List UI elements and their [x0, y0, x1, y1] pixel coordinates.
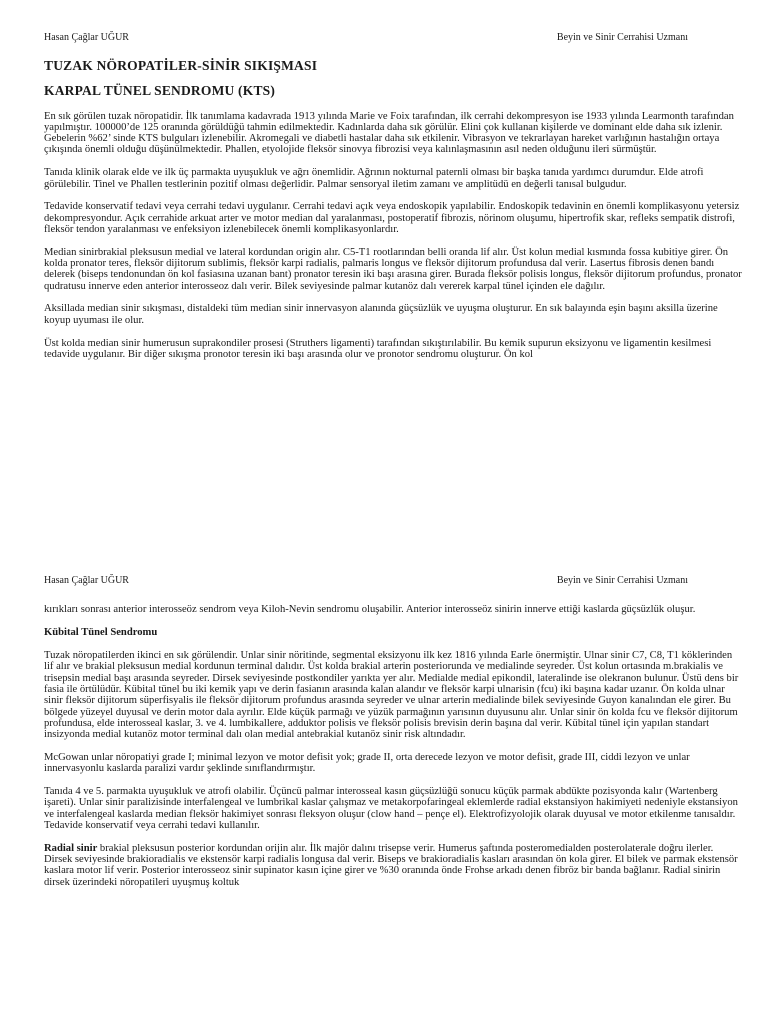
paragraph: Median sinirbrakial pleksusun medial ve lateral kordundan origin alır. C5-T1 rootlarından belli oranda lif alır. Üst kolun medial kısmında fossa kubitiye girer. Ön kolda pronator teres, fleksör dijitorum sublimis, fleksör karpi radialis, palmaris longus ve fleksör dijitorum profundusa dal verir. Lasertus fibrosis denen bandı delerek (biseps tendonundan ön kol fasiasına uzanan bant) pronator teresin iki başı arasına girer. Burada fleksör polisis longus, fleksör dijitorum profundus, pronator qudratusu innerve eden anterior interosseoz dalı verir. Bilek seviyesinde palmar kutanöz dalı vererek karpal tünel içinden ele dağılır.	[44, 246, 742, 292]
paragraph: Tanıda klinik olarak elde ve ilk üç parmakta uyuşukluk ve ağrı önemlidir. Ağrının nokturnal paternli olması bir başka tanıda yardımcı durumdur. Elde atrofi görülebilir. Tinel ve Phallen testlerinin pozitif olması değerlidir. Palmar sensoryal iletim zamanı ve amplitüdü en değerli tanısal bulgudur.	[44, 167, 704, 190]
paragraph: Üst kolda median sinir humerusun suprakondiler prosesi (Struthers ligamenti) tarafından sıkıştırılabilir. Bu kemik supurun eksizyonu ve ligamentin kesilmesi tedavide uygulanır. Bir diğer sıkışma pronotor teresin iki başı arasında olur ve pronotor sendromu oluşturur. Ön kol	[44, 337, 712, 360]
section-title-kubital: Kübital Tünel Sendromu	[44, 626, 158, 638]
paragraph-radial	[44, 843, 744, 888]
radial-term: Radial sinir	[44, 842, 98, 854]
paragraph: En sık görülen tuzak nöropatidir. İlk tanımlama kadavrada 1913 yılında Marie ve Foix tarafından, ilk cerrahi dekompresyon ise 1933 yılında Learmonth tarafından yapılmıştır. 100000’de 125 oranında görüldüğü tahmin edilmektedir. Kadınlarda daha sık görülür. Elini çok kullanan kişilerde ve dominant elde daha sık izlenir. Gebelerin %62’ sinde KTS bulguları izlenebilir. Akromegali ve diabetli hastalar daha sık etkilenir. Vibrasyon ve tekrarlayan hareket varlığının hastalığın ortaya çıkışında önemli olduğu düşünülmektedir. Phallen, etyolojide fleksör sinovya fibrozisi veya kalınlaşmasının asıl neden olduğunu ileri sürmüştür.	[44, 110, 734, 156]
page-1-content	[44, 60, 744, 372]
page-header	[44, 32, 688, 46]
header-title: Beyin ve Sinir Cerrahisi Uzmanı	[556, 32, 688, 43]
paragraph: Tanıda 4 ve 5. parmakta uyuşukluk ve atrofi olabilir. Üçüncü palmar interosseal kasın güçsüzlüğü sonucu küçük parmak abdükte pozisyonda kalır (Wartenberg işareti). Unlar sinir paralizisinde interfalengeal ve lumbrikal kaslar çalışmaz ve metakorpofaringeal eklemlerde radial ekstansiyon hakimiyeti nedeniyle ekstansiyon ve interfalengeal kaslarda median fleksör hakimiyet sonrası fleksyon oluşur (clow hand – pençe el). Elektrofizyolojik olarak duyusal ve motor etkilenme tanısaldır. Tedavide konservatif veya cerrahi tedavi kullanılır.	[44, 786, 738, 831]
paragraph: kırıkları sonrası anterior interosseöz sendrom veya Kiloh-Nevin sendromu oluşabilir. Anterior interosseöz sinirin innerve ettiği kaslarda güçsüzlük oluşur.	[44, 604, 696, 615]
paragraph: McGowan unlar nöropatiyi grade I; minimal lezyon ve motor defisit yok; grade II, orta derecede lezyon ve motor defisit, grade III, ciddi lezyon ve unlar innervasyonlu kaslarda paralizi vardır şeklinde sınıflandırmıştır.	[44, 751, 690, 775]
page-gap	[0, 520, 768, 560]
paragraph: Aksillada median sinir sıkışması, distaldeki tüm median sinir innervasyon alanında güçsüzlük ve uyuşma oluşturur. En sık balayında eşin başını aksilla üzerine koyup uyuması ile olur.	[44, 303, 718, 326]
header-title: Beyin ve Sinir Cerrahisi Uzmanı	[556, 575, 688, 586]
paragraph: Tuzak nöropatilerden ikinci en sık görülendir. Unlar sinir nöritinde, segmental eksizyonu ilk kez 1816 yılında Earle önermiştir. Ulnar sinir C7, C8, T1 köklerinden lif alır ve brakial pleksusun medial kordunun terminal dalıdır. Üst kolda brakial arterin posteriorunda ve medialinde seyreder. Üst kolun ortasında m.brakialis ve trisepsin medial başı arasında seyreder. Dirsek seviyesinde postkondiler yarıkta yer alır. Medialde medial epikondil, lateralinde ise olekranon bulunur. Üstü dens bir fasia ile örtülüdür. Kübital tünel bu iki kemik yapı ve derin fasianın arasında kalan alandır ve fleksör karpi ulnarisin (fcu) iki başına kadar uzanır. Ön kolda ulnar sinir fleksör dijitorum süperfisyalis ile fleksör dijitorum profundus arasında seyreder ve ulnar arterin medialinde bilek seviyesinde Guyon kanalından ele girer. Bu bölgede yüzeyel duyusal ve derin motor dala ayrılır. Elde küçük parmağı ve yüzük parmağının yarısının duyusunu alır. Unlar sinir ön kolda fcu ve fleksör dijitorum profundusa, elde interosseal kaslar, 3. ve 4. lumbikallere, adduktor polisis ve fleksör polisis brevisin derin başına dal verir. Kübital tünel için yapılan standart insizyonda medial kutanöz motor terminal dalı olan medial antebrakial kutanöz sinir risk altındadır.	[44, 650, 739, 741]
section-title-kts: KARPAL TÜNEL SENDROMU (KTS)	[44, 83, 276, 99]
paragraph: Tedavide konservatif tedavi veya cerrahi tedavi uygulanır. Cerrahi tedavi açık veya endoskopik yapılabilir. Endoskopik tedavinin en önemli komplikasyonu yetersiz dekompresyondur. Açık cerrahide arkuat arter ve motor median dal yaralanması, postoperatif fibrozis, nörinom oluşumu, hipertrofik skar, refleks sempatik distrofi, fleksör tendon yaralanması ve enfeksiyon izlenebilecek önemli komplikasyonlardır.	[44, 201, 740, 235]
page-header	[44, 575, 688, 589]
main-title: TUZAK NÖROPATİLER-SİNİR SIKIŞMASI	[44, 58, 318, 73]
header-author: Hasan Çağlar UĞUR	[44, 32, 129, 43]
header-author: Hasan Çağlar UĞUR	[44, 575, 129, 586]
document-page-2	[0, 560, 768, 1024]
page-2-content	[44, 604, 744, 899]
radial-text: brakial pleksusun posterior kordundan orijin alır. İlk majör dalını trisepse verir. Humerus şaftında posteromedialden posterolaterale doğru ilerler. Dirsek seviyesinde brakioradialis ve ekstensör karpi radialis longusa dal verir. Biseps ve brakioradialis kasları arasından ön kola girer. El bilek ve parmak ekstensör kaslara motor lif verir. Posterior interosseoz sinir supinator kasın içine girer ve %30 oranında önde Frohse arkadı denen fibröz bir banda bağlanır. Radial sinirin dirsek üzerindeki nöropatileri uyuşmuş koltuk	[44, 842, 738, 888]
